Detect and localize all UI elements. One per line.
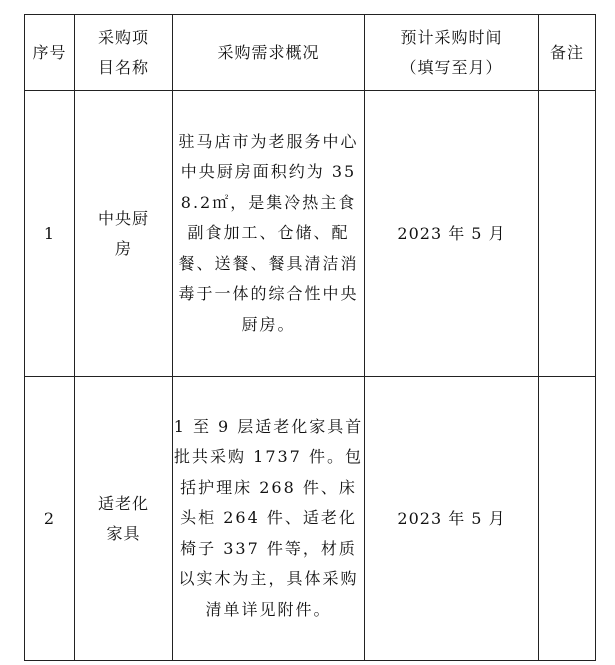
header-time-line1: 预计采购时间 <box>400 27 503 47</box>
table-row <box>25 377 596 661</box>
table-header-row <box>25 15 596 91</box>
header-summary-label: 采购需求概况 <box>217 42 320 62</box>
header-index: 序号 <box>25 15 75 91</box>
row-summary: 驻马店市为老服务中心中央厨房面积约为 358.2㎡，是集冷热主食副食加工、仓储、配餐、送餐、餐具清洁消毒于一体的综合性中央厨房。 <box>173 91 365 377</box>
row-item-name: 中央厨房 <box>75 91 173 377</box>
table-row <box>25 91 596 377</box>
header-time <box>365 15 539 91</box>
row-index: 1 <box>25 91 75 377</box>
header-time-line2: （填写至月） <box>400 57 503 77</box>
row-remark <box>539 91 596 377</box>
row-time: 2023 年 5 月 <box>365 377 539 661</box>
row-remark <box>539 377 596 661</box>
header-item-name-label: 采购项目名称 <box>97 27 149 77</box>
row-item-name: 适老化家具 <box>75 377 173 661</box>
row-index: 2 <box>25 377 75 661</box>
row-summary: 1 至 9 层适老化家具首批共采购 1737 件。包括护理床 268 件、床头柜 264 件、适老化椅子 337 件等，材质以实木为主，具体采购清单详见附件。 <box>173 377 365 661</box>
header-remark-label: 备注 <box>549 42 584 62</box>
row-time: 2023 年 5 月 <box>365 91 539 377</box>
procurement-table <box>24 14 596 661</box>
header-summary <box>173 15 365 91</box>
header-remark <box>539 15 596 91</box>
header-item-name <box>75 15 173 91</box>
